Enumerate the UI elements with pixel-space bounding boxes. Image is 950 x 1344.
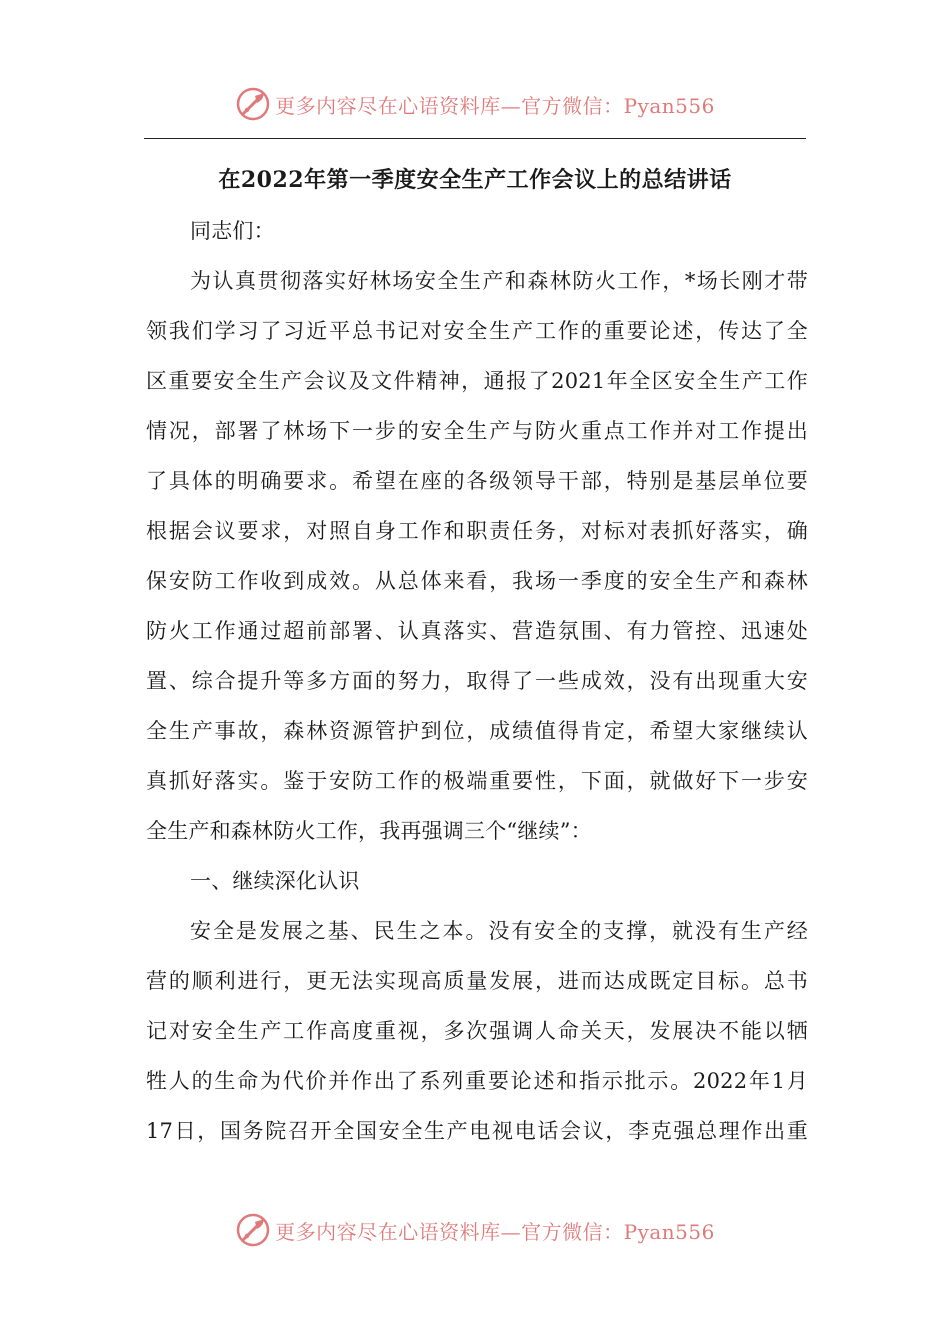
text-line: 营的顺利进行，更无法实现高质量发展，进而达成既定目标。总书 [146, 969, 808, 993]
text-line: 为认真贯彻落实好林场安全生产和森林防火工作，*场长刚才带 [190, 269, 808, 293]
section-heading: 一、继续深化认识 [190, 869, 360, 893]
text-line: 记对安全生产工作高度重视，多次强调人命关天，发展决不能以牺 [146, 1019, 808, 1043]
text-line: 置、综合提升等多方面的努力，取得了一些成效，没有出现重大安 [146, 669, 808, 693]
text-line: 牲人的生命为代价并作出了系列重要论述和指示批示。2022年1月 [146, 1069, 808, 1093]
text-line: 真抓好落实。鉴于安防工作的极端重要性，下面，就做好下一步安 [146, 769, 808, 793]
text-line: 17日，国务院召开全国安全生产电视电话会议，李克强总理作出重 [146, 1119, 808, 1143]
page-title: 在2022年第一季度安全生产工作会议上的总结讲话 [218, 167, 732, 193]
text-line: 全生产事故，森林资源管护到位，成绩值得肯定，希望大家继续认 [146, 719, 808, 743]
footer-watermark [0, 1208, 950, 1252]
text-line: 根据会议要求，对照自身工作和职责任务，对标对表抓好落实，确 [146, 519, 808, 543]
document-body [146, 206, 808, 1156]
header-divider [144, 138, 806, 139]
text-line: 区重要安全生产会议及文件精神，通报了2021年全区安全生产工作 [146, 369, 808, 393]
text-line: 情况，部署了林场下一步的安全生产与防火重点工作并对工作提出 [146, 419, 808, 443]
text-line: 安全是发展之基、民生之本。没有安全的支撑，就没有生产经 [190, 919, 808, 943]
text-line: 保安防工作收到成效。从总体来看，我场一季度的安全生产和森林 [146, 569, 808, 593]
header-watermark [0, 82, 950, 126]
salutation: 同志们： [190, 219, 275, 243]
watermark-text: 更多内容尽在心语资料库—官方微信：Pyan556 [275, 93, 715, 118]
text-line: 全生产和森林防火工作，我再强调三个“继续”： [146, 819, 592, 843]
text-line: 防火工作通过超前部署、认真落实、营造氛围、有力管控、迅速处 [146, 619, 808, 643]
text-line: 了具体的明确要求。希望在座的各级领导干部，特别是基层单位要 [146, 469, 808, 493]
watermark-text: 更多内容尽在心语资料库—官方微信：Pyan556 [275, 1219, 715, 1244]
quill-logo-icon [235, 1212, 271, 1248]
text-line: 领我们学习了习近平总书记对安全生产工作的重要论述，传达了全 [146, 319, 808, 343]
quill-logo-icon [235, 86, 271, 122]
